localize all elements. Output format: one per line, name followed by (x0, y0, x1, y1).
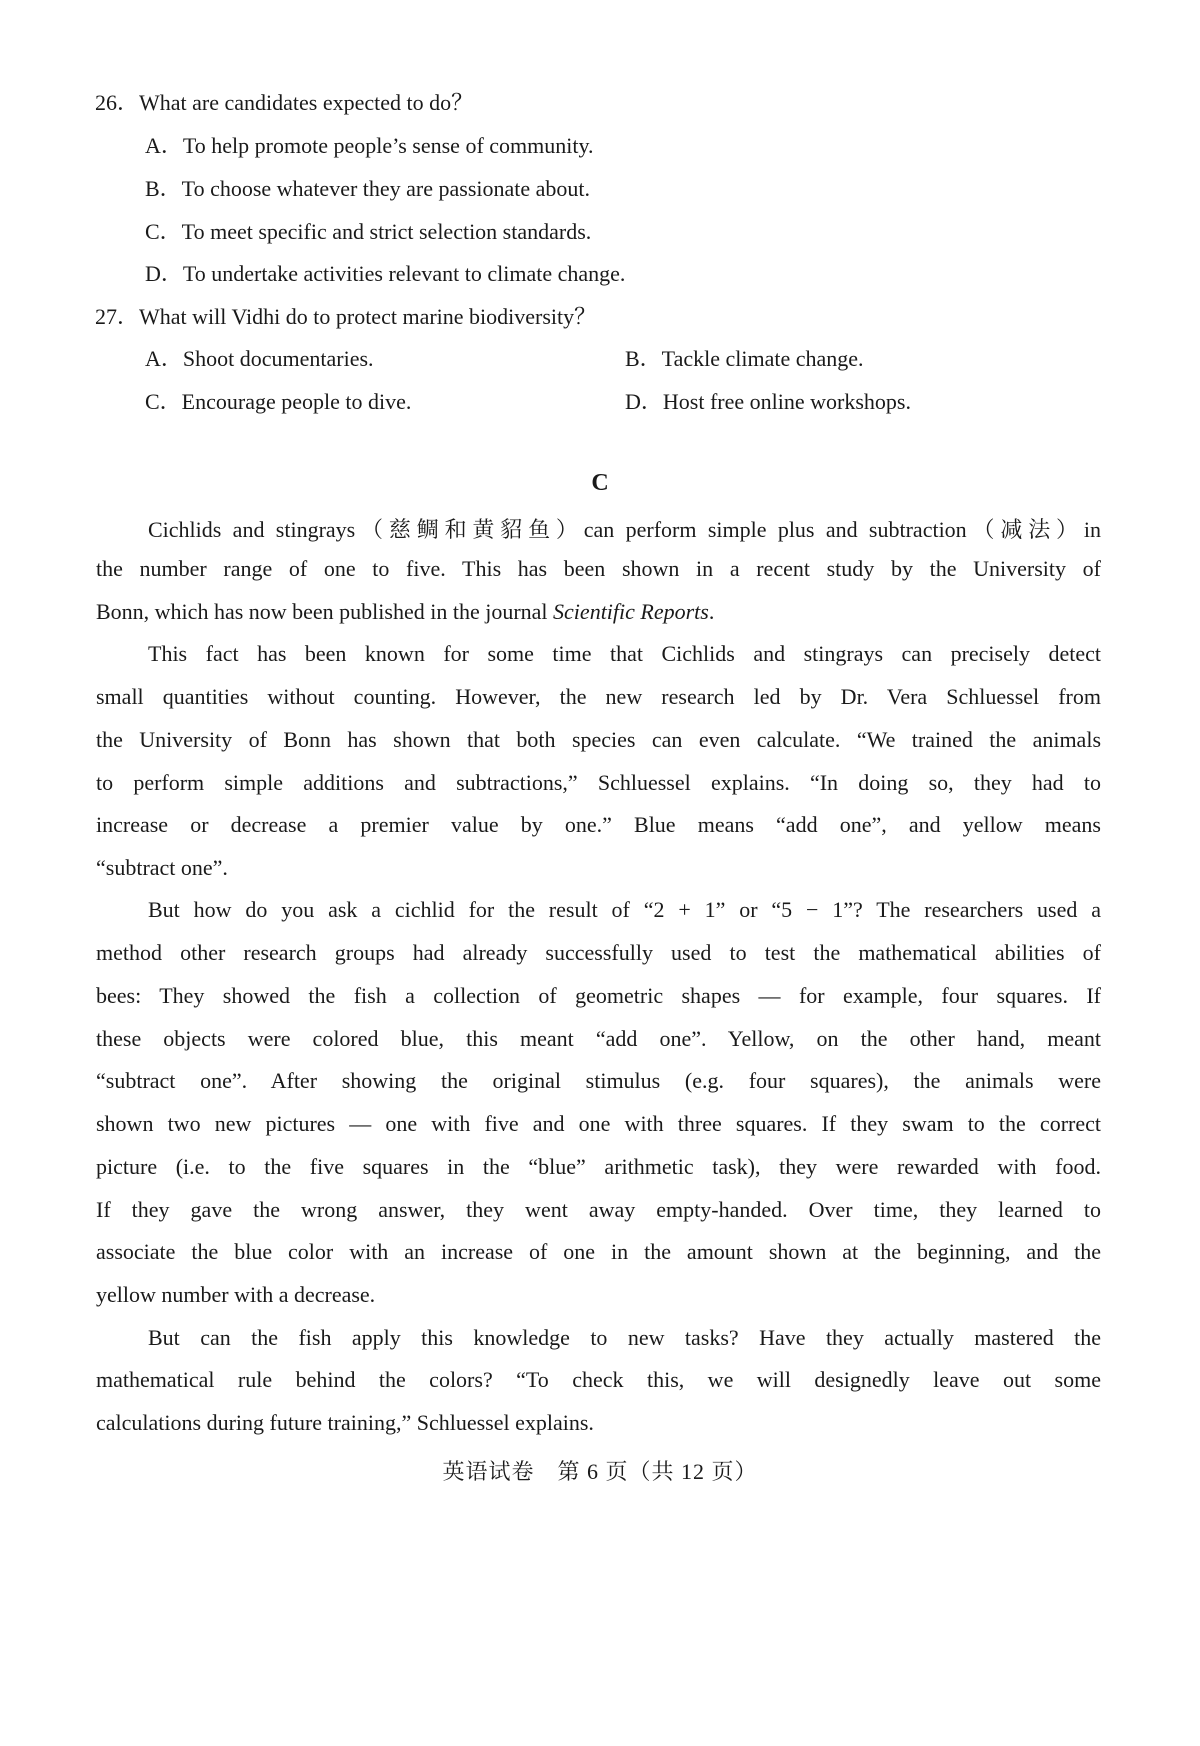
passage-line: “subtract one”. (96, 855, 228, 880)
question-27-stem: 27．What will Vidhi do to protect marine biodiversity？ (95, 304, 597, 329)
passage-line: these objects were colored blue, this meant “add one”. Yellow, on the other hand, meant (96, 1026, 1101, 1051)
passage-line: to perform simple additions and subtractions,” Schluessel explains. “In doing so, they had to (96, 770, 1101, 795)
passage-line: associate the blue color with an increase of one in the amount shown at the beginning, and the (96, 1239, 1101, 1264)
passage-line: the University of Bonn has shown that both species can even calculate. “We trained the animals (96, 727, 1101, 752)
passage-line: “subtract one”. After showing the original stimulus (e.g. four squares), the animals were (96, 1068, 1101, 1093)
question-27-option-a: A．Shoot documentaries. (145, 346, 374, 371)
passage-line: If they gave the wrong answer, they went away empty-handed. Over time, they learned to (96, 1197, 1101, 1222)
passage-line: increase or decrease a premier value by one.” Blue means “add one”, and yellow means (96, 812, 1101, 837)
passage-line-journal (96, 599, 714, 625)
journal-name: Scientific Reports (553, 599, 709, 624)
passage-line: picture (i.e. to the five squares in the “blue” arithmetic task), they were rewarded with food. (96, 1154, 1101, 1179)
passage-line: the number range of one to five. This has been shown in a recent study by the University of (96, 556, 1101, 581)
passage-line: calculations during future training,” Schluessel explains. (96, 1410, 594, 1435)
passage-line: This fact has been known for some time that Cichlids and stingrays can precisely detect (148, 641, 1101, 666)
question-26-option-a: A．To help promote people’s sense of community. (145, 133, 594, 158)
question-26-option-b: B．To choose whatever they are passionate about. (145, 176, 591, 201)
passage-line: But how do you ask a cichlid for the result of “2 + 1” or “5 − 1”? The researchers used a (148, 897, 1101, 922)
question-27-option-d: D．Host free online workshops. (625, 389, 911, 414)
passage-line: But can the fish apply this knowledge to new tasks? Have they actually mastered the (148, 1325, 1101, 1350)
passage-text: . (708, 599, 715, 624)
passage-line: shown two new pictures — one with five and one with three squares. If they swam to the correct (96, 1111, 1101, 1136)
passage-line: mathematical rule behind the colors? “To check this, we will designedly leave out some (96, 1367, 1101, 1392)
question-27-option-c: C．Encourage people to dive. (145, 389, 412, 414)
passage-line: bees: They showed the fish a collection of geometric shapes — for example, four squares. If (96, 983, 1101, 1008)
section-heading: C (591, 470, 609, 496)
passage-text: Bonn, which has now been published in the journal (96, 599, 554, 624)
question-26-option-d: D．To undertake activities relevant to climate change. (145, 261, 626, 286)
passage-line: Cichlids and stingrays（慈鲷和黄貂鱼）can perform simple plus and subtraction（减法）in (148, 517, 1101, 542)
question-27-option-b: B．Tackle climate change. (625, 346, 864, 371)
question-26-stem: 26．What are candidates expected to do？ (95, 90, 474, 115)
passage-line: method other research groups had already successfully used to test the mathematical abilities of (96, 940, 1101, 965)
page-footer: 英语试卷 第 6 页（共 12 页） (442, 1459, 758, 1484)
passage-line: yellow number with a decrease. (96, 1282, 376, 1307)
passage-line: small quantities without counting. However, the new research led by Dr. Vera Schluessel from (96, 684, 1101, 709)
question-26-option-c: C．To meet specific and strict selection standards. (145, 219, 592, 244)
